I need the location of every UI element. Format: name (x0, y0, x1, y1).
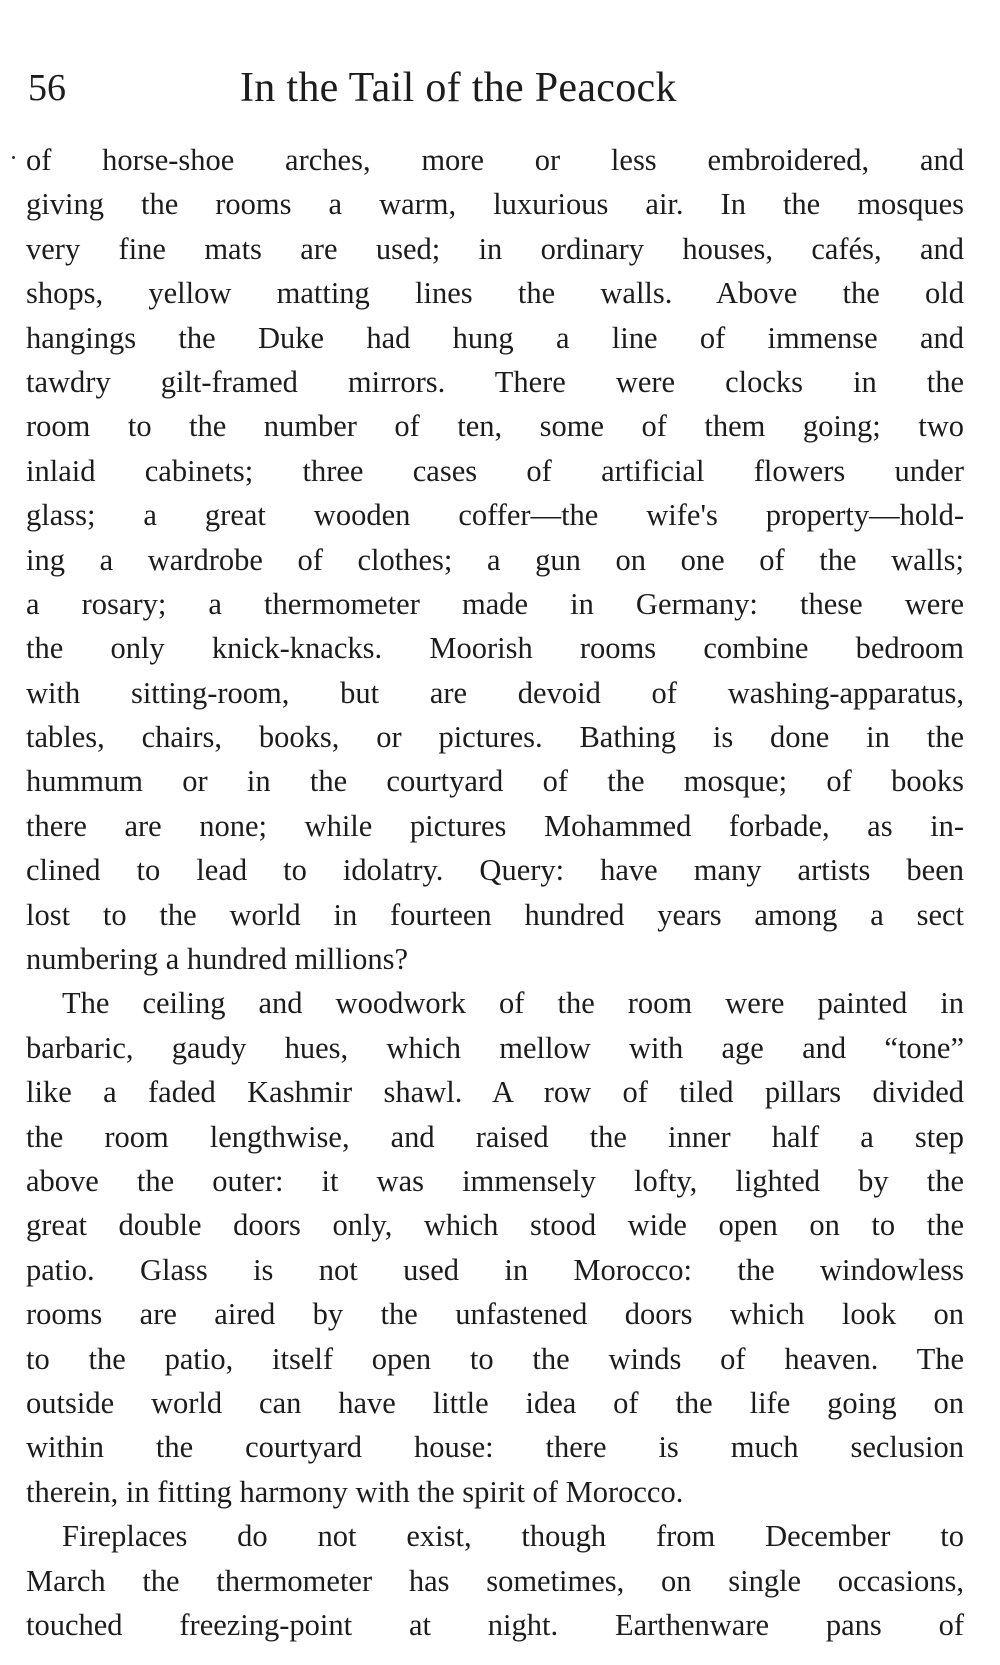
text-line: the only knick-knacks. Moorish rooms combine bedroom (26, 631, 964, 666)
text-line: outside world can have little idea of the life going on (26, 1385, 964, 1420)
text-line: therein, in fitting harmony with the spirit of Morocco. (26, 1474, 684, 1509)
text-line: there are none; while pictures Mohammed forbade, as in- (26, 808, 964, 843)
text-line: clined to lead to idolatry. Query: have many artists been (26, 853, 964, 888)
text-line: very fine mats are used; in ordinary houses, cafés, and (26, 231, 964, 266)
running-title: In the Tail of the Peacock (240, 65, 677, 111)
text-line: Fireplaces do not exist, though from December to (62, 1519, 964, 1554)
text-line: tawdry gilt-framed mirrors. There were clocks in the (26, 364, 964, 399)
text-line: hangings the Duke had hung a line of immense and (26, 320, 964, 355)
margin-mark (12, 156, 15, 159)
text-line: above the outer: it was immensely lofty, lighted by the (26, 1163, 964, 1198)
page-number: 56 (28, 67, 66, 109)
text-line: The ceiling and woodwork of the room were painted in (62, 986, 964, 1021)
text-line: to the patio, itself open to the winds of heaven. The (26, 1341, 964, 1376)
text-line: with sitting-room, but are devoid of washing-apparatus, (26, 675, 964, 710)
text-line: glass; a great wooden coffer—the wife's property—hold- (26, 498, 964, 533)
body-text (26, 138, 964, 1647)
text-line: lost to the world in fourteen hundred years among a sect (26, 897, 964, 932)
text-line: shops, yellow matting lines the walls. Above the old (26, 276, 964, 311)
text-line: within the courtyard house: there is much seclusion (26, 1430, 964, 1465)
text-line: touched freezing-point at night. Earthenware pans of (26, 1607, 964, 1642)
text-line: barbaric, gaudy hues, which mellow with age and “tone” (26, 1030, 964, 1065)
text-line: great double doors only, which stood wide open on to the (26, 1208, 964, 1243)
text-line: inlaid cabinets; three cases of artificial flowers under (26, 453, 964, 488)
text-line: numbering a hundred millions? (26, 942, 409, 977)
text-line: ing a wardrobe of clothes; a gun on one of the walls; (26, 542, 964, 577)
text-line: of horse-shoe arches, more or less embroidered, and (26, 143, 964, 177)
text-line: giving the rooms a warm, luxurious air. In the mosques (26, 187, 964, 222)
text-line: hummum or in the courtyard of the mosque; of books (26, 764, 964, 799)
text-line: tables, chairs, books, or pictures. Bathing is done in the (26, 720, 964, 755)
page-header (0, 50, 1000, 120)
text-line: room to the number of ten, some of them going; two (26, 409, 964, 444)
text-line: rooms are aired by the unfastened doors which look on (26, 1297, 964, 1332)
text-line: like a faded Kashmir shawl. A row of tiled pillars divided (26, 1075, 964, 1110)
text-line: patio. Glass is not used in Morocco: the windowless (26, 1252, 964, 1287)
text-line: the room lengthwise, and raised the inner half a step (26, 1119, 964, 1154)
text-line: March the thermometer has sometimes, on single occasions, (26, 1563, 964, 1598)
text-line: a rosary; a thermometer made in Germany: these were (26, 586, 964, 621)
